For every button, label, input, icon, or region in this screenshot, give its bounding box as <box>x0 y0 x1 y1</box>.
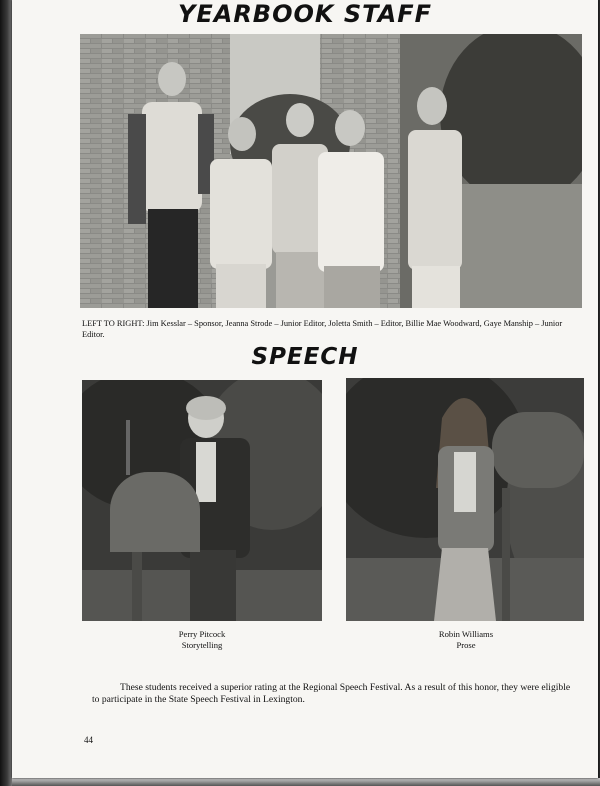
robin-caption <box>346 629 586 651</box>
group-photo-caption: LEFT TO RIGHT: Jim Kesslar – Sponsor, Jeanna Strode – Junior Editor, Joletta Smith – Editor, Billie Mae Woodward, Gaye Manship – Junior Editor. <box>82 319 563 339</box>
robin-event: Prose <box>456 640 476 650</box>
perry-caption <box>82 629 322 651</box>
speech-paragraph: These students received a superior rating at the Regional Speech Festival. As a result of this honor, they were eligible to participate in the State Speech Festival in Lexington. <box>92 682 571 705</box>
yearbook-staff-photo <box>80 34 582 308</box>
group-photo-image <box>80 34 582 308</box>
robin-williams-photo <box>346 378 584 621</box>
perry-event: Storytelling <box>181 640 223 650</box>
robin-photo-image <box>346 378 584 621</box>
perry-photo-image <box>82 380 322 621</box>
perry-pitcock-photo <box>82 380 322 621</box>
yearbook-page <box>12 0 598 778</box>
page-number: 44 <box>84 735 93 745</box>
robin-name: Robin Williams <box>438 629 494 639</box>
page-bottom-edge <box>12 778 600 786</box>
yearbook-staff-heading: YEARBOOK STAFF <box>177 0 433 28</box>
perry-name: Perry Pitcock <box>178 629 226 639</box>
speech-heading: SPEECH <box>251 344 359 370</box>
book-binding <box>0 0 12 786</box>
